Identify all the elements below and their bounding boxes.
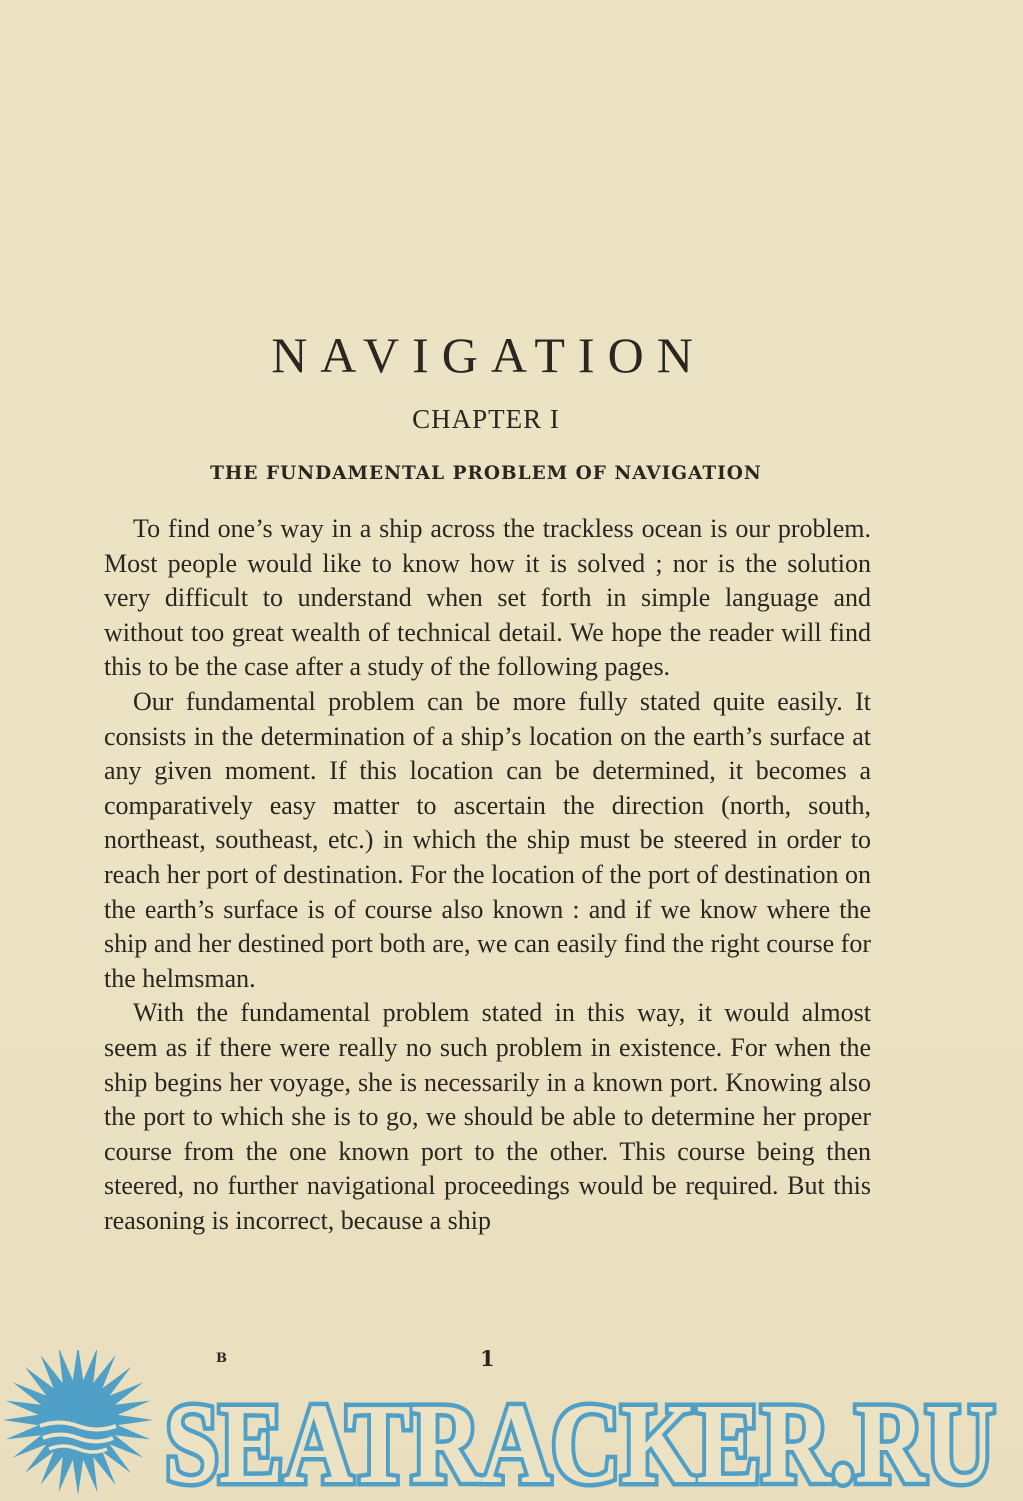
book-title: NAVIGATION (271, 326, 706, 383)
signature-mark: B (216, 1351, 227, 1366)
paragraph-1: To find one’s way in a ship across the trackless ocean is our problem. Most people would like to know how it is solved ; nor is the solution very difficult to understand when set forth in simple language and without too great wealth of technical detail. We hope the reader will find this to be the case after a study of the following pages. (104, 514, 871, 682)
chapter-subtitle: THE FUNDAMENTAL PROBLEM OF NAVIGATION (210, 463, 762, 484)
sun-logo-icon (3, 1350, 153, 1495)
watermark (0, 1350, 1023, 1501)
chapter-heading: CHAPTER I (412, 404, 560, 434)
body-text (104, 512, 871, 1238)
paragraph-2: Our fundamental problem can be more fully stated quite easily. It consists in the determination of a ship’s location on the earth’s surface at any given moment. If this location can be determined, it becomes a comparatively easy matter to ascertain the direction (north, south, northeast, southeast, etc.) in which the ship must be steered in order to reach her port of destination. For the location of the port of destination on the earth’s surface is of course also known : and if we know where the ship and her destined port both are, we can easily find the right course for the helmsman. (104, 686, 871, 993)
paragraph-3: With the fundamental problem stated in this way, it would almost seem as if there were really no such problem in existence. For when the ship begins her voyage, she is necessarily in a known port. Knowing also the port to which she is to go, we should be able to determine her proper course from the one known port to the other. This course being then steered, no further navigational proceedings would be required. But this reasoning is incorrect, because a ship (104, 998, 871, 1235)
watermark-text: SEATRACKER.RU (165, 1380, 995, 1501)
page-number: 1 (480, 1346, 495, 1371)
